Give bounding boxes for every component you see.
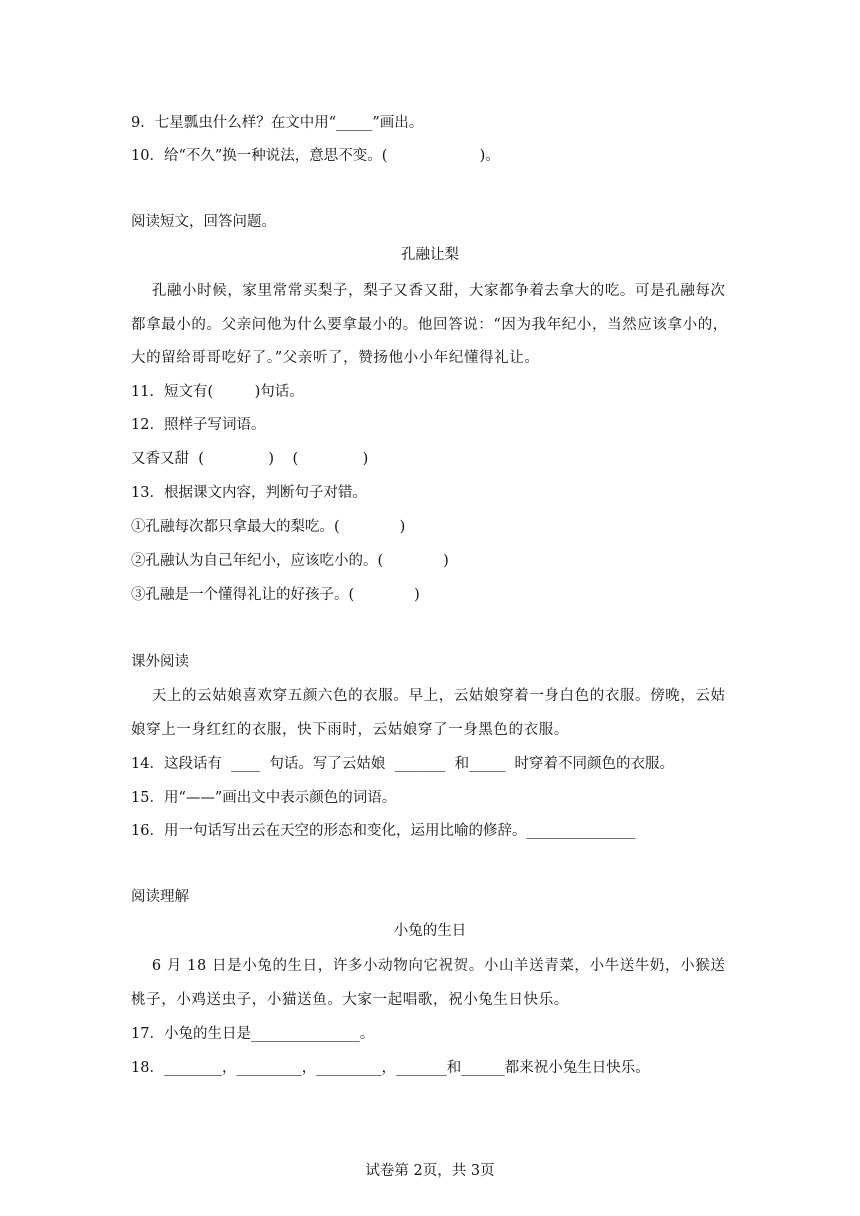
section-heading-comprehension: 阅读理解: [131, 889, 189, 905]
question-16: 16．用一句话写出云在天空的形态和变化，运用比喻的修辞。_______________: [131, 823, 636, 839]
question-10: 10．给“不久”换一种说法，意思不变。( )。: [131, 148, 500, 164]
section-heading-extracurricular: 课外阅读: [131, 654, 189, 670]
passage-line-2: 娘穿上一身红红的衣服，快下雨时，云姑娘穿了一身黑色的衣服。: [131, 722, 569, 738]
section-heading-reading: 阅读短文，回答问题。: [131, 214, 276, 230]
question-13-item-3: ③孔融是一个懂得礼让的好孩子。( ): [131, 587, 420, 603]
question-18: 18．________，_________，_________，_______和______都来祝小兔生日快乐。: [131, 1060, 650, 1076]
question-17: 17．小兔的生日是_______________。: [131, 1026, 375, 1042]
passage-line-1: 天上的云姑娘喜欢穿五颜六色的衣服。早上，云姑娘穿着一身白色的衣服。傍晚，云姑: [131, 688, 726, 704]
story-line-1: 孔融小时候，家里常常买梨子，梨子又香又甜，大家都争着去拿大的吃。可是孔融每次: [131, 283, 726, 299]
question-13: 13．根据课文内容，判断句子对错。: [131, 485, 367, 501]
rabbit-line-1: 6 月 18 日是小兔的生日，许多小动物向它祝贺。小山羊送青菜，小牛送牛奶，小猴送: [131, 958, 726, 974]
story-title-kongrong: 孔融让梨: [401, 247, 459, 263]
rabbit-line-2: 桃子，小鸡送虫子，小猫送鱼。大家一起唱歌，祝小兔生日快乐。: [131, 992, 569, 1008]
question-13-item-1: ①孔融每次都只拿最大的梨吃。( ): [131, 519, 406, 535]
story-line-2: 都拿最小的。父亲问他为什么要拿最小的。他回答说：“因为我年纪小，当然应该拿小的，: [131, 317, 728, 333]
story-title-rabbit: 小兔的生日: [393, 923, 467, 939]
question-11: 11．短文有( )句话。: [131, 384, 304, 400]
question-15: 15．用“——”画出文中表示颜色的词语。: [131, 790, 397, 806]
page-footer: 试卷第 2页，共 3页: [365, 1163, 495, 1179]
question-14: 14．这段话有 ____ 句话。写了云姑娘 _______ 和_____ 时穿着不同颜色的衣服。: [131, 756, 675, 772]
question-12: 12．照样子写词语。: [131, 417, 266, 433]
question-9: 9．七星瓢虫什么样？在文中用“_____”画出。: [131, 115, 424, 131]
question-12-example: 又香又甜 ( ) ( ): [131, 451, 369, 467]
story-line-3: 大的留给哥哥吃好了。”父亲听了，赞扬他小小年纪懂得礼让。: [131, 350, 540, 366]
question-13-item-2: ②孔融认为自己年纪小，应该吃小的。( ): [131, 553, 449, 569]
